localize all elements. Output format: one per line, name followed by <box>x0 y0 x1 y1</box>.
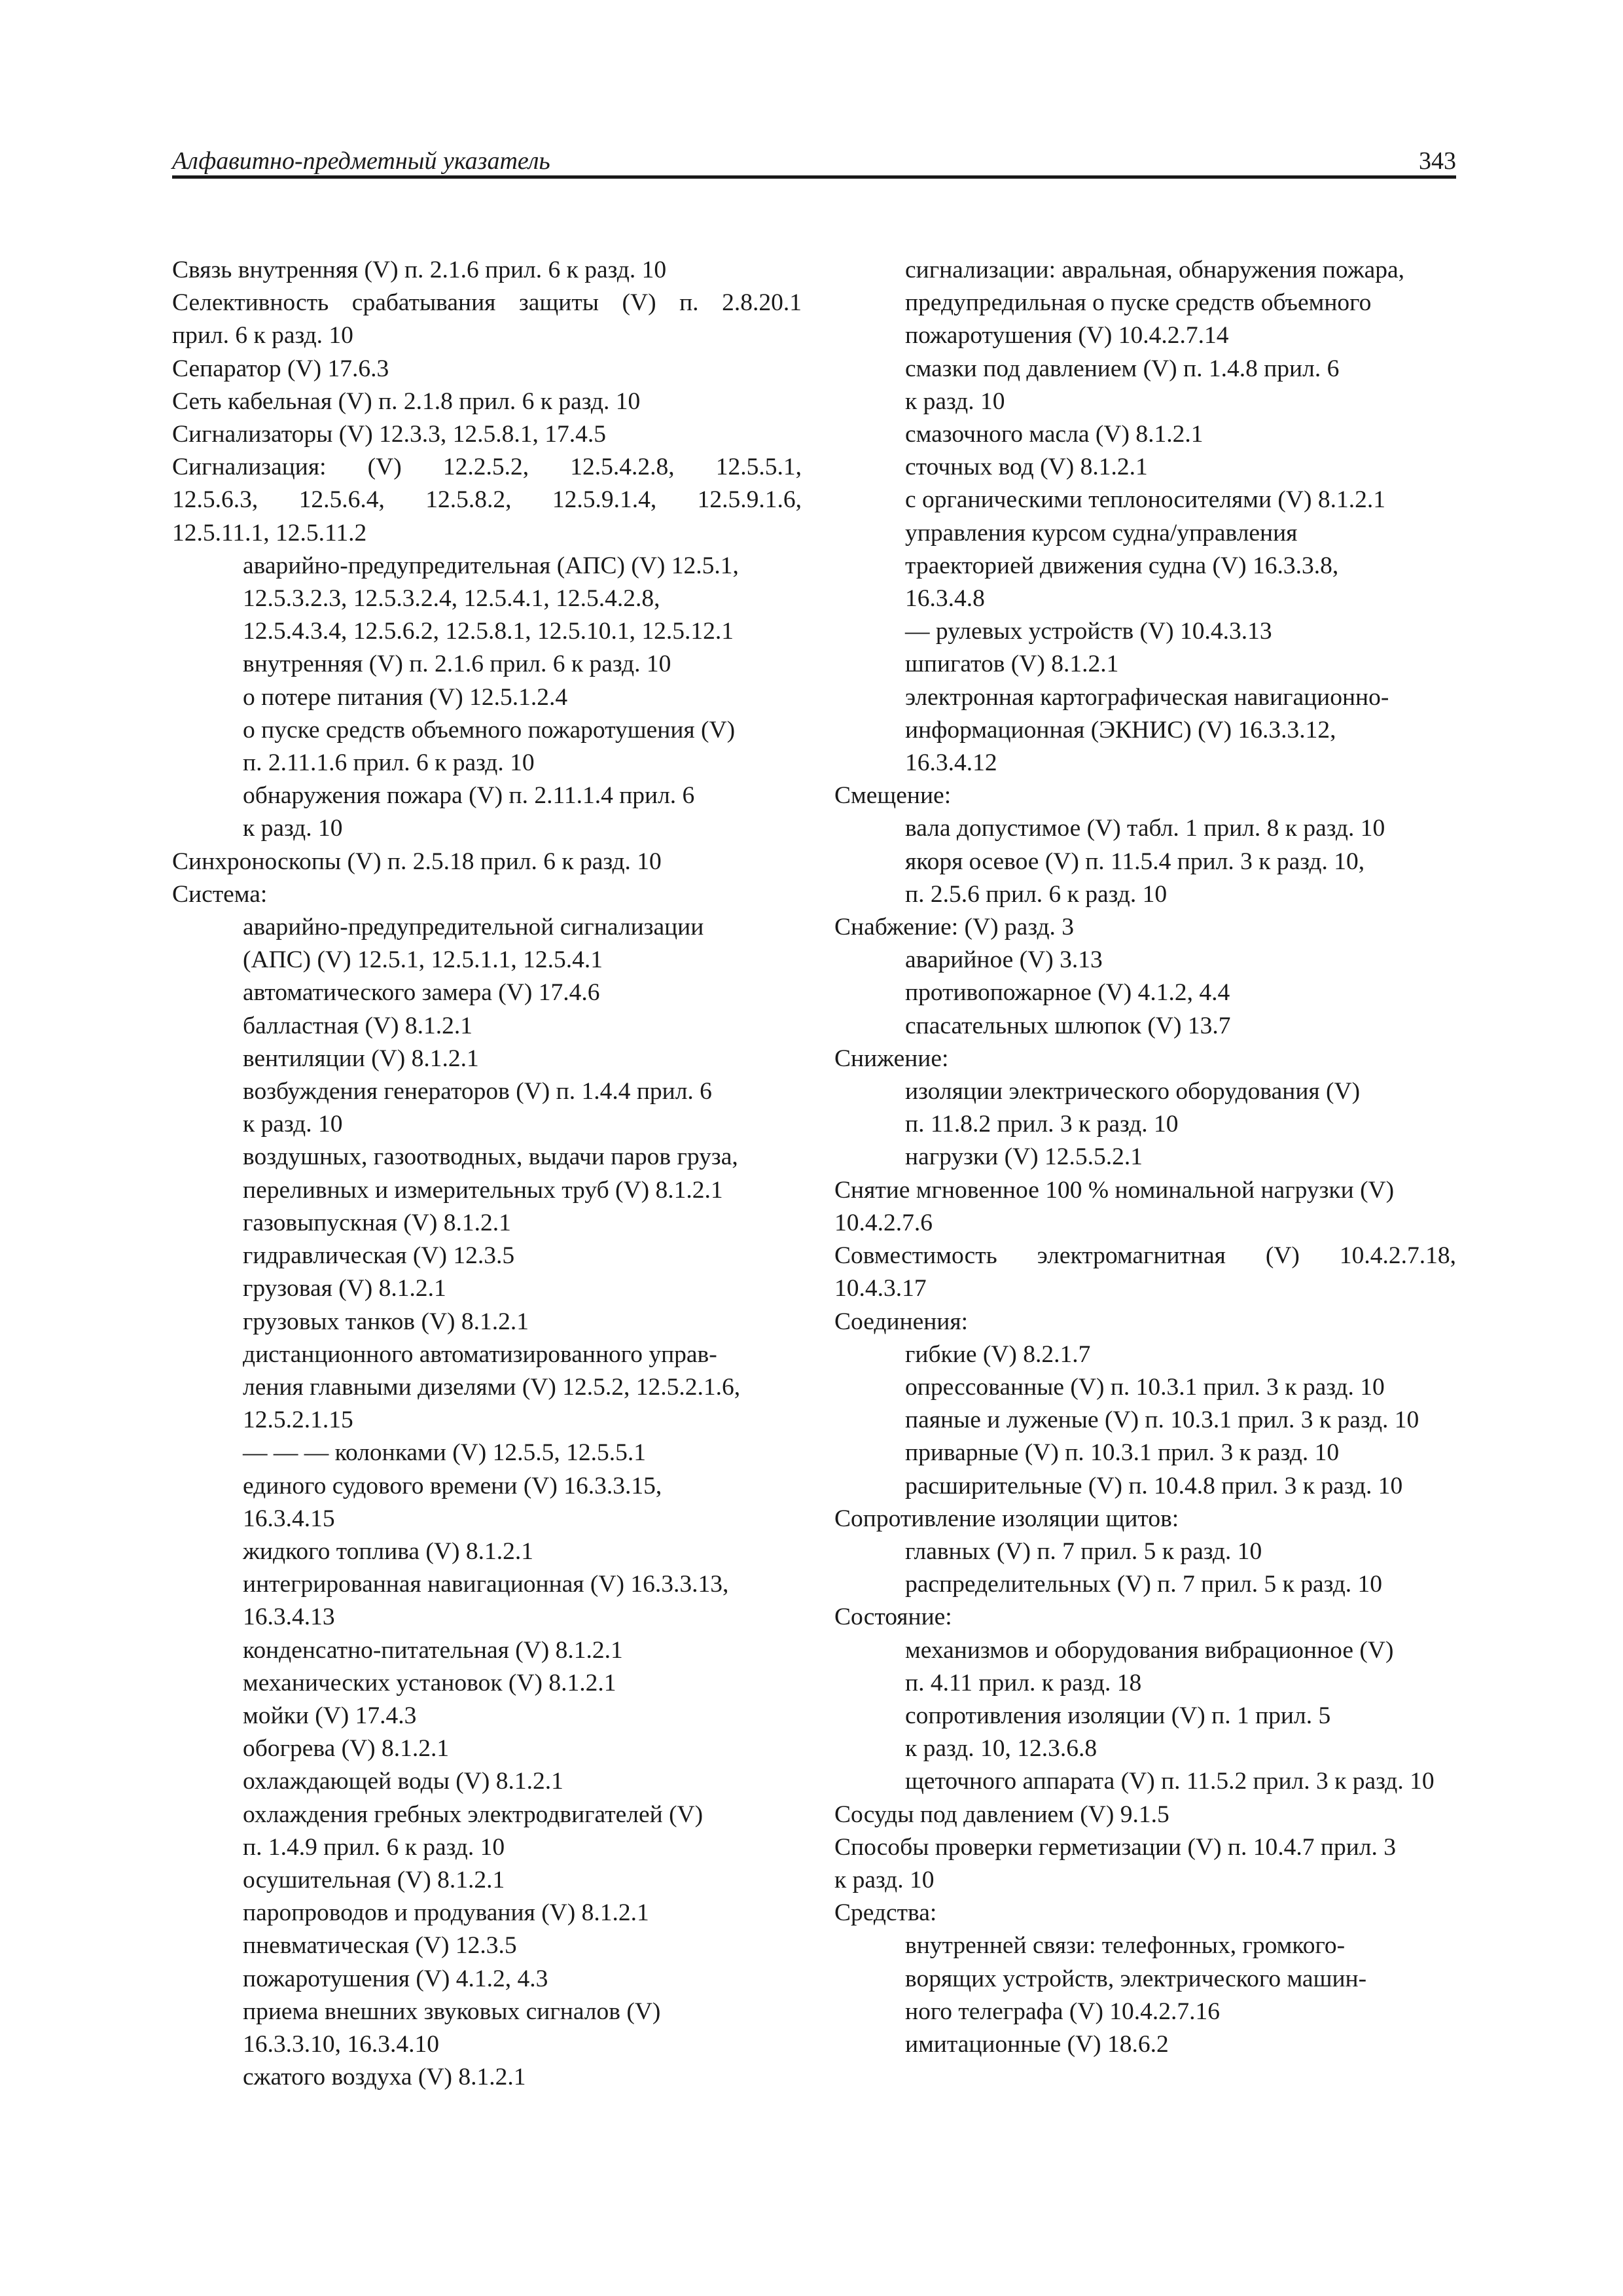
index-subentry: шпигатов (V) 8.1.2.1 <box>905 651 1119 678</box>
index-subentry: п. 2.11.1.6 прил. 6 к разд. 10 <box>243 749 535 777</box>
index-subentry: опрессованные (V) п. 10.3.1 прил. 3 к разд. 10 <box>905 1373 1385 1401</box>
index-entry: Связь внутренняя (V) п. 2.1.6 прил. 6 к разд. 10 <box>172 257 667 283</box>
index-subentry: паропроводов и продувания (V) 8.1.2.1 <box>243 1899 649 1927</box>
index-subentry: 16.3.4.13 <box>243 1604 335 1631</box>
index-subentry: к разд. 10 <box>243 1111 343 1138</box>
index-column-left <box>172 254 802 2094</box>
index-entry: 10.4.2.7.6 <box>834 1209 933 1236</box>
index-subentry: аварийно-предупредительной сигнализации <box>243 914 704 941</box>
index-subentry: паяные и луженые (V) п. 10.3.1 прил. 3 к разд. 10 <box>905 1407 1419 1434</box>
index-subentry: ворящих устройств, электрического машин- <box>905 1965 1367 1992</box>
index-subentry: ного телеграфа (V) 10.4.2.7.16 <box>905 1998 1221 2025</box>
index-subentry: имитационные (V) 18.6.2 <box>905 2030 1169 2058</box>
index-subentry: противопожарное (V) 4.1.2, 4.4 <box>905 979 1230 1007</box>
index-subentry: интегрированная навигационная (V) 16.3.3.13, <box>243 1571 729 1598</box>
index-entry: Средства: <box>834 1899 937 1927</box>
index-subentry: переливных и измерительных труб (V) 8.1.2.1 <box>243 1176 723 1204</box>
index-subentry: смазочного масла (V) 8.1.2.1 <box>905 421 1204 448</box>
index-subentry: мойки (V) 17.4.3 <box>243 1702 417 1729</box>
index-subentry: обнаружения пожара (V) п. 2.11.1.4 прил. 6 <box>243 782 695 810</box>
index-subentry: возбуждения генераторов (V) п. 1.4.4 прил. 6 <box>243 1078 712 1105</box>
index-subentry: о пуске средств объемного пожаротушения (V) <box>243 716 736 744</box>
index-subentry: п. 1.4.9 прил. 6 к разд. 10 <box>243 1833 505 1861</box>
index-subentry: 16.3.4.12 <box>905 749 997 777</box>
index-subentry: главных (V) п. 7 прил. 5 к разд. 10 <box>905 1537 1262 1565</box>
index-subentry: управления курсом судна/управления <box>905 519 1298 547</box>
index-entry: Снабжение: (V) разд. 3 <box>834 914 1075 941</box>
index-entry: Способы проверки герметизации (V) п. 10.4.7 прил. 3 <box>834 1833 1396 1861</box>
index-entry: Совместимость электромагнитная (V) 10.4.2.7.18, <box>834 1242 1456 1270</box>
index-subentry: обогрева (V) 8.1.2.1 <box>243 1735 450 1763</box>
index-subentry: гидравлическая (V) 12.3.5 <box>243 1242 515 1270</box>
index-subentry: газовыпускная (V) 8.1.2.1 <box>243 1209 511 1236</box>
index-entry: 10.4.3.17 <box>834 1275 927 1302</box>
index-entry: прил. 6 к разд. 10 <box>172 322 353 350</box>
index-entry: к разд. 10 <box>834 1866 935 1893</box>
header-title: Алфавитно-предметный указатель <box>172 147 550 175</box>
header-rule <box>172 175 1456 179</box>
index-subentry: автоматического замера (V) 17.4.6 <box>243 979 600 1007</box>
index-subentry: расширительные (V) п. 10.4.8 прил. 3 к разд. 10 <box>905 1472 1403 1499</box>
index-subentry: пожаротушения (V) 10.4.2.7.14 <box>905 322 1229 350</box>
index-subentry: электронная картографическая навигационно- <box>905 683 1389 711</box>
index-subentry: гибкие (V) 8.2.1.7 <box>905 1340 1091 1368</box>
index-subentry: информационная (ЭКНИС) (V) 16.3.3.12, <box>905 716 1336 744</box>
index-subentry: — рулевых устройств (V) 10.4.3.13 <box>905 618 1272 645</box>
index-subentry: смазки под давлением (V) п. 1.4.8 прил. 6 <box>905 355 1340 382</box>
index-subentry: распределительных (V) п. 7 прил. 5 к разд. 10 <box>905 1571 1383 1598</box>
index-entry: Соединения: <box>834 1308 969 1335</box>
index-subentry: п. 2.5.6 прил. 6 к разд. 10 <box>905 880 1168 908</box>
index-subentry: п. 11.8.2 прил. 3 к разд. 10 <box>905 1111 1179 1138</box>
index-entry: Синхроноскопы (V) п. 2.5.18 прил. 6 к разд. 10 <box>172 848 662 875</box>
index-entry: Состояние: <box>834 1604 952 1631</box>
index-subentry: балластная (V) 8.1.2.1 <box>243 1012 473 1039</box>
index-subentry: охлаждающей воды (V) 8.1.2.1 <box>243 1768 563 1795</box>
index-subentry: п. 4.11 прил. к разд. 18 <box>905 1669 1142 1696</box>
index-subentry: 12.5.4.3.4, 12.5.6.2, 12.5.8.1, 12.5.10.1, 12.5.12.1 <box>243 618 734 645</box>
index-subentry: воздушных, газоотводных, выдачи паров груза, <box>243 1143 738 1171</box>
index-subentry: к разд. 10 <box>243 815 343 842</box>
index-subentry: внутренней связи: телефонных, громкого- <box>905 1932 1346 1960</box>
index-subentry: щеточного аппарата (V) п. 11.5.2 прил. 3 к разд. 10 <box>905 1768 1435 1795</box>
index-entry: Сеть кабельная (V) п. 2.1.8 прил. 6 к разд. 10 <box>172 387 641 415</box>
index-subentry: 16.3.3.10, 16.3.4.10 <box>243 2030 439 2058</box>
index-subentry: внутренняя (V) п. 2.1.6 прил. 6 к разд. 10 <box>243 651 671 678</box>
index-subentry: 12.5.3.2.3, 12.5.3.2.4, 12.5.4.1, 12.5.4.2.8, <box>243 585 660 613</box>
index-entry: Сигнализаторы (V) 12.3.3, 12.5.8.1, 17.4.5 <box>172 421 607 448</box>
index-subentry: механических установок (V) 8.1.2.1 <box>243 1669 616 1696</box>
index-entry: 12.5.11.1, 12.5.11.2 <box>172 519 367 547</box>
index-subentry: предупредильная о пуске средств объемного <box>905 289 1372 317</box>
index-entry: Смещение: <box>834 782 952 810</box>
index-subentry: сжатого воздуха (V) 8.1.2.1 <box>243 2064 526 2091</box>
index-subentry: 16.3.4.8 <box>905 585 985 613</box>
index-subentry: 16.3.4.15 <box>243 1505 335 1532</box>
index-subentry: о потере питания (V) 12.5.1.2.4 <box>243 683 568 711</box>
index-entry: Сопротивление изоляции щитов: <box>834 1505 1179 1532</box>
index-entry: Снятие мгновенное 100 % номинальной нагрузки (V) <box>834 1176 1395 1204</box>
page-number: 343 <box>1419 147 1456 175</box>
index-subentry: сигнализации: авральная, обнаружения пожара, <box>905 257 1405 283</box>
index-subentry: пневматическая (V) 12.3.5 <box>243 1932 517 1960</box>
index-column-right <box>834 254 1456 2061</box>
index-subentry: осушительная (V) 8.1.2.1 <box>243 1866 505 1893</box>
index-subentry: дистанционного автоматизированного управ- <box>243 1340 717 1368</box>
index-subentry: единого судового времени (V) 16.3.3.15, <box>243 1472 662 1499</box>
index-entry: Сосуды под давлением (V) 9.1.5 <box>834 1801 1169 1828</box>
index-entry: Селективность срабатывания защиты (V) п. 2.8.20.1 <box>172 289 802 317</box>
index-subentry: — — — колонками (V) 12.5.5, 12.5.5.1 <box>243 1439 647 1467</box>
index-subentry: конденсатно-питательная (V) 8.1.2.1 <box>243 1636 623 1664</box>
index-subentry: охлаждения гребных электродвигателей (V) <box>243 1801 704 1828</box>
index-subentry: грузовая (V) 8.1.2.1 <box>243 1275 446 1302</box>
index-entry: Система: <box>172 880 268 908</box>
index-subentry: приема внешних звуковых сигналов (V) <box>243 1998 661 2025</box>
index-subentry: (АПС) (V) 12.5.1, 12.5.1.1, 12.5.4.1 <box>243 946 603 974</box>
index-subentry: к разд. 10 <box>905 387 1005 415</box>
index-subentry: сопротивления изоляции (V) п. 1 прил. 5 <box>905 1702 1331 1729</box>
index-subentry: 12.5.2.1.15 <box>243 1407 353 1434</box>
running-header <box>172 143 1456 179</box>
index-subentry: к разд. 10, 12.3.6.8 <box>905 1735 1097 1763</box>
index-subentry: сточных вод (V) 8.1.2.1 <box>905 454 1148 481</box>
index-subentry: механизмов и оборудования вибрационное (V) <box>905 1636 1394 1664</box>
index-subentry: с органическими теплоносителями (V) 8.1.2.1 <box>905 486 1385 514</box>
index-entry: Сепаратор (V) 17.6.3 <box>172 355 389 382</box>
index-entry: Снижение: <box>834 1045 949 1072</box>
index-entry: 12.5.6.3, 12.5.6.4, 12.5.8.2, 12.5.9.1.4, 12.5.9.1.6, <box>172 486 802 514</box>
index-subentry: траекторией движения судна (V) 16.3.3.8, <box>905 552 1339 579</box>
index-subentry: изоляции электрического оборудования (V) <box>905 1078 1361 1105</box>
index-subentry: аварийно-предупредительная (АПС) (V) 12.5.1, <box>243 552 739 579</box>
index-subentry: пожаротушения (V) 4.1.2, 4.3 <box>243 1965 548 1992</box>
index-subentry: вала допустимое (V) табл. 1 прил. 8 к разд. 10 <box>905 815 1385 842</box>
index-subentry: спасательных шлюпок (V) 13.7 <box>905 1012 1231 1039</box>
index-subentry: аварийное (V) 3.13 <box>905 946 1103 974</box>
index-subentry: грузовых танков (V) 8.1.2.1 <box>243 1308 529 1335</box>
index-subentry: ления главными дизелями (V) 12.5.2, 12.5.2.1.6, <box>243 1373 741 1401</box>
index-subentry: нагрузки (V) 12.5.5.2.1 <box>905 1143 1143 1171</box>
index-subentry: жидкого топлива (V) 8.1.2.1 <box>243 1537 533 1565</box>
index-subentry: вентиляции (V) 8.1.2.1 <box>243 1045 479 1072</box>
index-subentry: приварные (V) п. 10.3.1 прил. 3 к разд. 10 <box>905 1439 1340 1467</box>
index-entry: Сигнализация: (V) 12.2.5.2, 12.5.4.2.8, 12.5.5.1, <box>172 454 802 481</box>
index-subentry: якоря осевое (V) п. 11.5.4 прил. 3 к разд. 10, <box>905 848 1365 875</box>
